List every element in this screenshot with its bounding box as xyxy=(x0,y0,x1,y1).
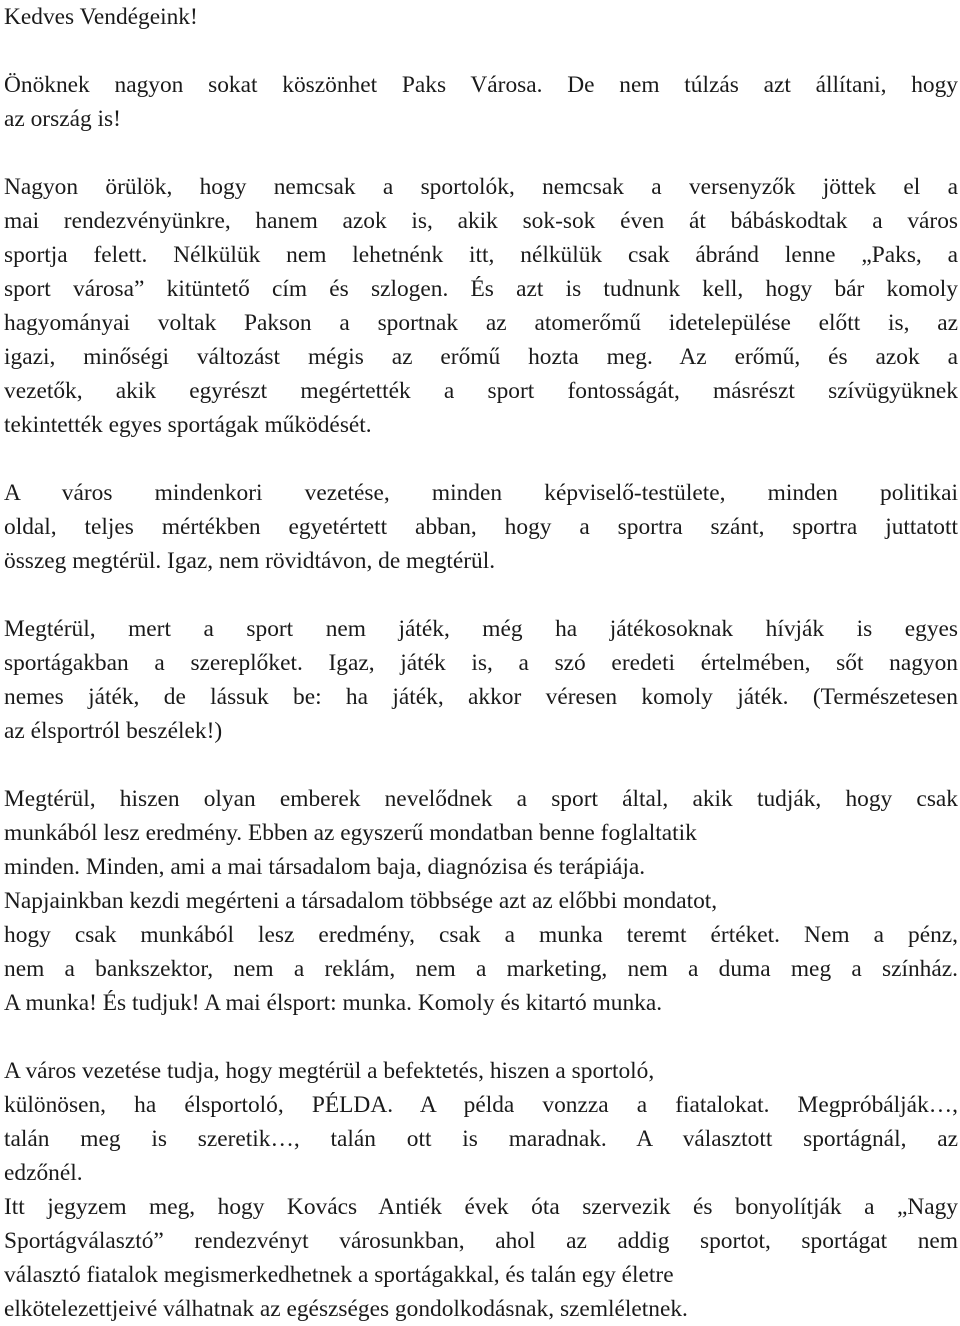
text-line: sportágakban a szereplőket. Igaz, játék is, a szó eredeti értelmében, sőt nagyon xyxy=(4,650,958,676)
text-line: az ország is! xyxy=(4,106,121,132)
text-line: sport városa” kitüntető cím és szlogen. És azt is tudnunk kell, hogy bár komoly xyxy=(4,276,958,302)
text-line: minden. Minden, ami a mai társadalom baja, diagnózisa és terápiája. xyxy=(4,854,646,880)
text-line: Itt jegyzem meg, hogy Kovács Antiék évek óta szervezik és bonyolítják a „Nagy xyxy=(4,1194,958,1220)
text-line: különösen, ha élsportoló, PÉLDA. A példa vonzza a fiatalokat. Megpróbálják…, xyxy=(4,1092,958,1118)
text-line: az élsportról beszélek!) xyxy=(4,718,223,744)
text-line: mai rendezvényünkre, hanem azok is, akik sok-sok éven át bábáskodtak a város xyxy=(4,208,958,234)
text-line: nemes játék, de lássuk be: ha játék, akkor véresen komoly játék. (Természetesen xyxy=(4,684,958,710)
paragraph-1 xyxy=(4,68,958,136)
greeting: Kedves Vendégeink! xyxy=(4,4,198,30)
text-line: hogy csak munkából lesz eredmény, csak a munka teremt értéket. Nem a pénz, xyxy=(4,922,958,948)
text-line: Sportágválasztó” rendezvényt városunkban, ahol az addig sportot, sportágat nem xyxy=(4,1228,958,1254)
text-line: Megtérül, mert a sport nem játék, még ha játékosoknak hívják is egyes xyxy=(4,616,958,642)
paragraph-gap xyxy=(4,1020,958,1054)
paragraph-gap xyxy=(4,34,958,68)
text-line: sportja felett. Nélkülük nem lehetnénk itt, nélkülük csak ábránd lenne „Paks, a xyxy=(4,242,958,268)
paragraph-5 xyxy=(4,782,958,1020)
paragraph-3 xyxy=(4,476,958,578)
paragraph-4 xyxy=(4,612,958,748)
paragraph-6 xyxy=(4,1054,958,1326)
paragraph-gap xyxy=(4,136,958,170)
text-line: igazi, minőségi változást mégis az erőmű hozta meg. Az erőmű, és azok a xyxy=(4,344,958,370)
text-line: vezetők, akik egyrészt megértették a sport fontosságát, másrészt szívügyüknek xyxy=(4,378,958,404)
text-line: Megtérül, hiszen olyan emberek nevelődnek a sport által, akik tudják, hogy csak xyxy=(4,786,958,812)
text-line: Önöknek nagyon sokat köszönhet Paks Városa. De nem túlzás azt állítani, hogy xyxy=(4,72,958,98)
document-page xyxy=(4,0,958,1326)
text-line: munkából lesz eredmény. Ebben az egyszerű mondatban benne foglaltatik xyxy=(4,820,697,846)
paragraph-gap xyxy=(4,578,958,612)
text-line: Napjainkban kezdi megérteni a társadalom többsége azt az előbbi mondatot, xyxy=(4,888,718,914)
text-line: talán meg is szeretik…, talán ott is maradnak. A választott sportágnál, az xyxy=(4,1126,958,1152)
text-line: elkötelezettjeivé válhatnak az egészséges gondolkodásnak, szemléletnek. xyxy=(4,1296,688,1322)
text-line: A város mindenkori vezetése, minden képviselő-testülete, minden politikai xyxy=(4,480,958,506)
text-line: hagyományai voltak Pakson a sportnak az atomerőmű idetelepülése előtt is, az xyxy=(4,310,958,336)
text-line: összeg megtérül. Igaz, nem rövidtávon, de megtérül. xyxy=(4,548,496,574)
text-line: A munka! És tudjuk! A mai élsport: munka. Komoly és kitartó munka. xyxy=(4,990,663,1016)
paragraph-2 xyxy=(4,170,958,442)
text-line: nem a bankszektor, nem a reklám, nem a marketing, nem a duma meg a színház. xyxy=(4,956,958,982)
text-line: választó fiatalok megismerkedhetnek a sportágakkal, és talán egy életre xyxy=(4,1262,674,1288)
text-line: Nagyon örülök, hogy nemcsak a sportolók, nemcsak a versenyzők jöttek el a xyxy=(4,174,958,200)
paragraph-gap xyxy=(4,748,958,782)
text-line: edzőnél. xyxy=(4,1160,83,1186)
text-line: A város vezetése tudja, hogy megtérül a befektetés, hiszen a sportoló, xyxy=(4,1058,655,1084)
text-line: tekintették egyes sportágak működését. xyxy=(4,412,372,438)
text-line: oldal, teljes mértékben egyetértett abban, hogy a sportra szánt, sportra juttatott xyxy=(4,514,958,540)
paragraph-gap xyxy=(4,442,958,476)
